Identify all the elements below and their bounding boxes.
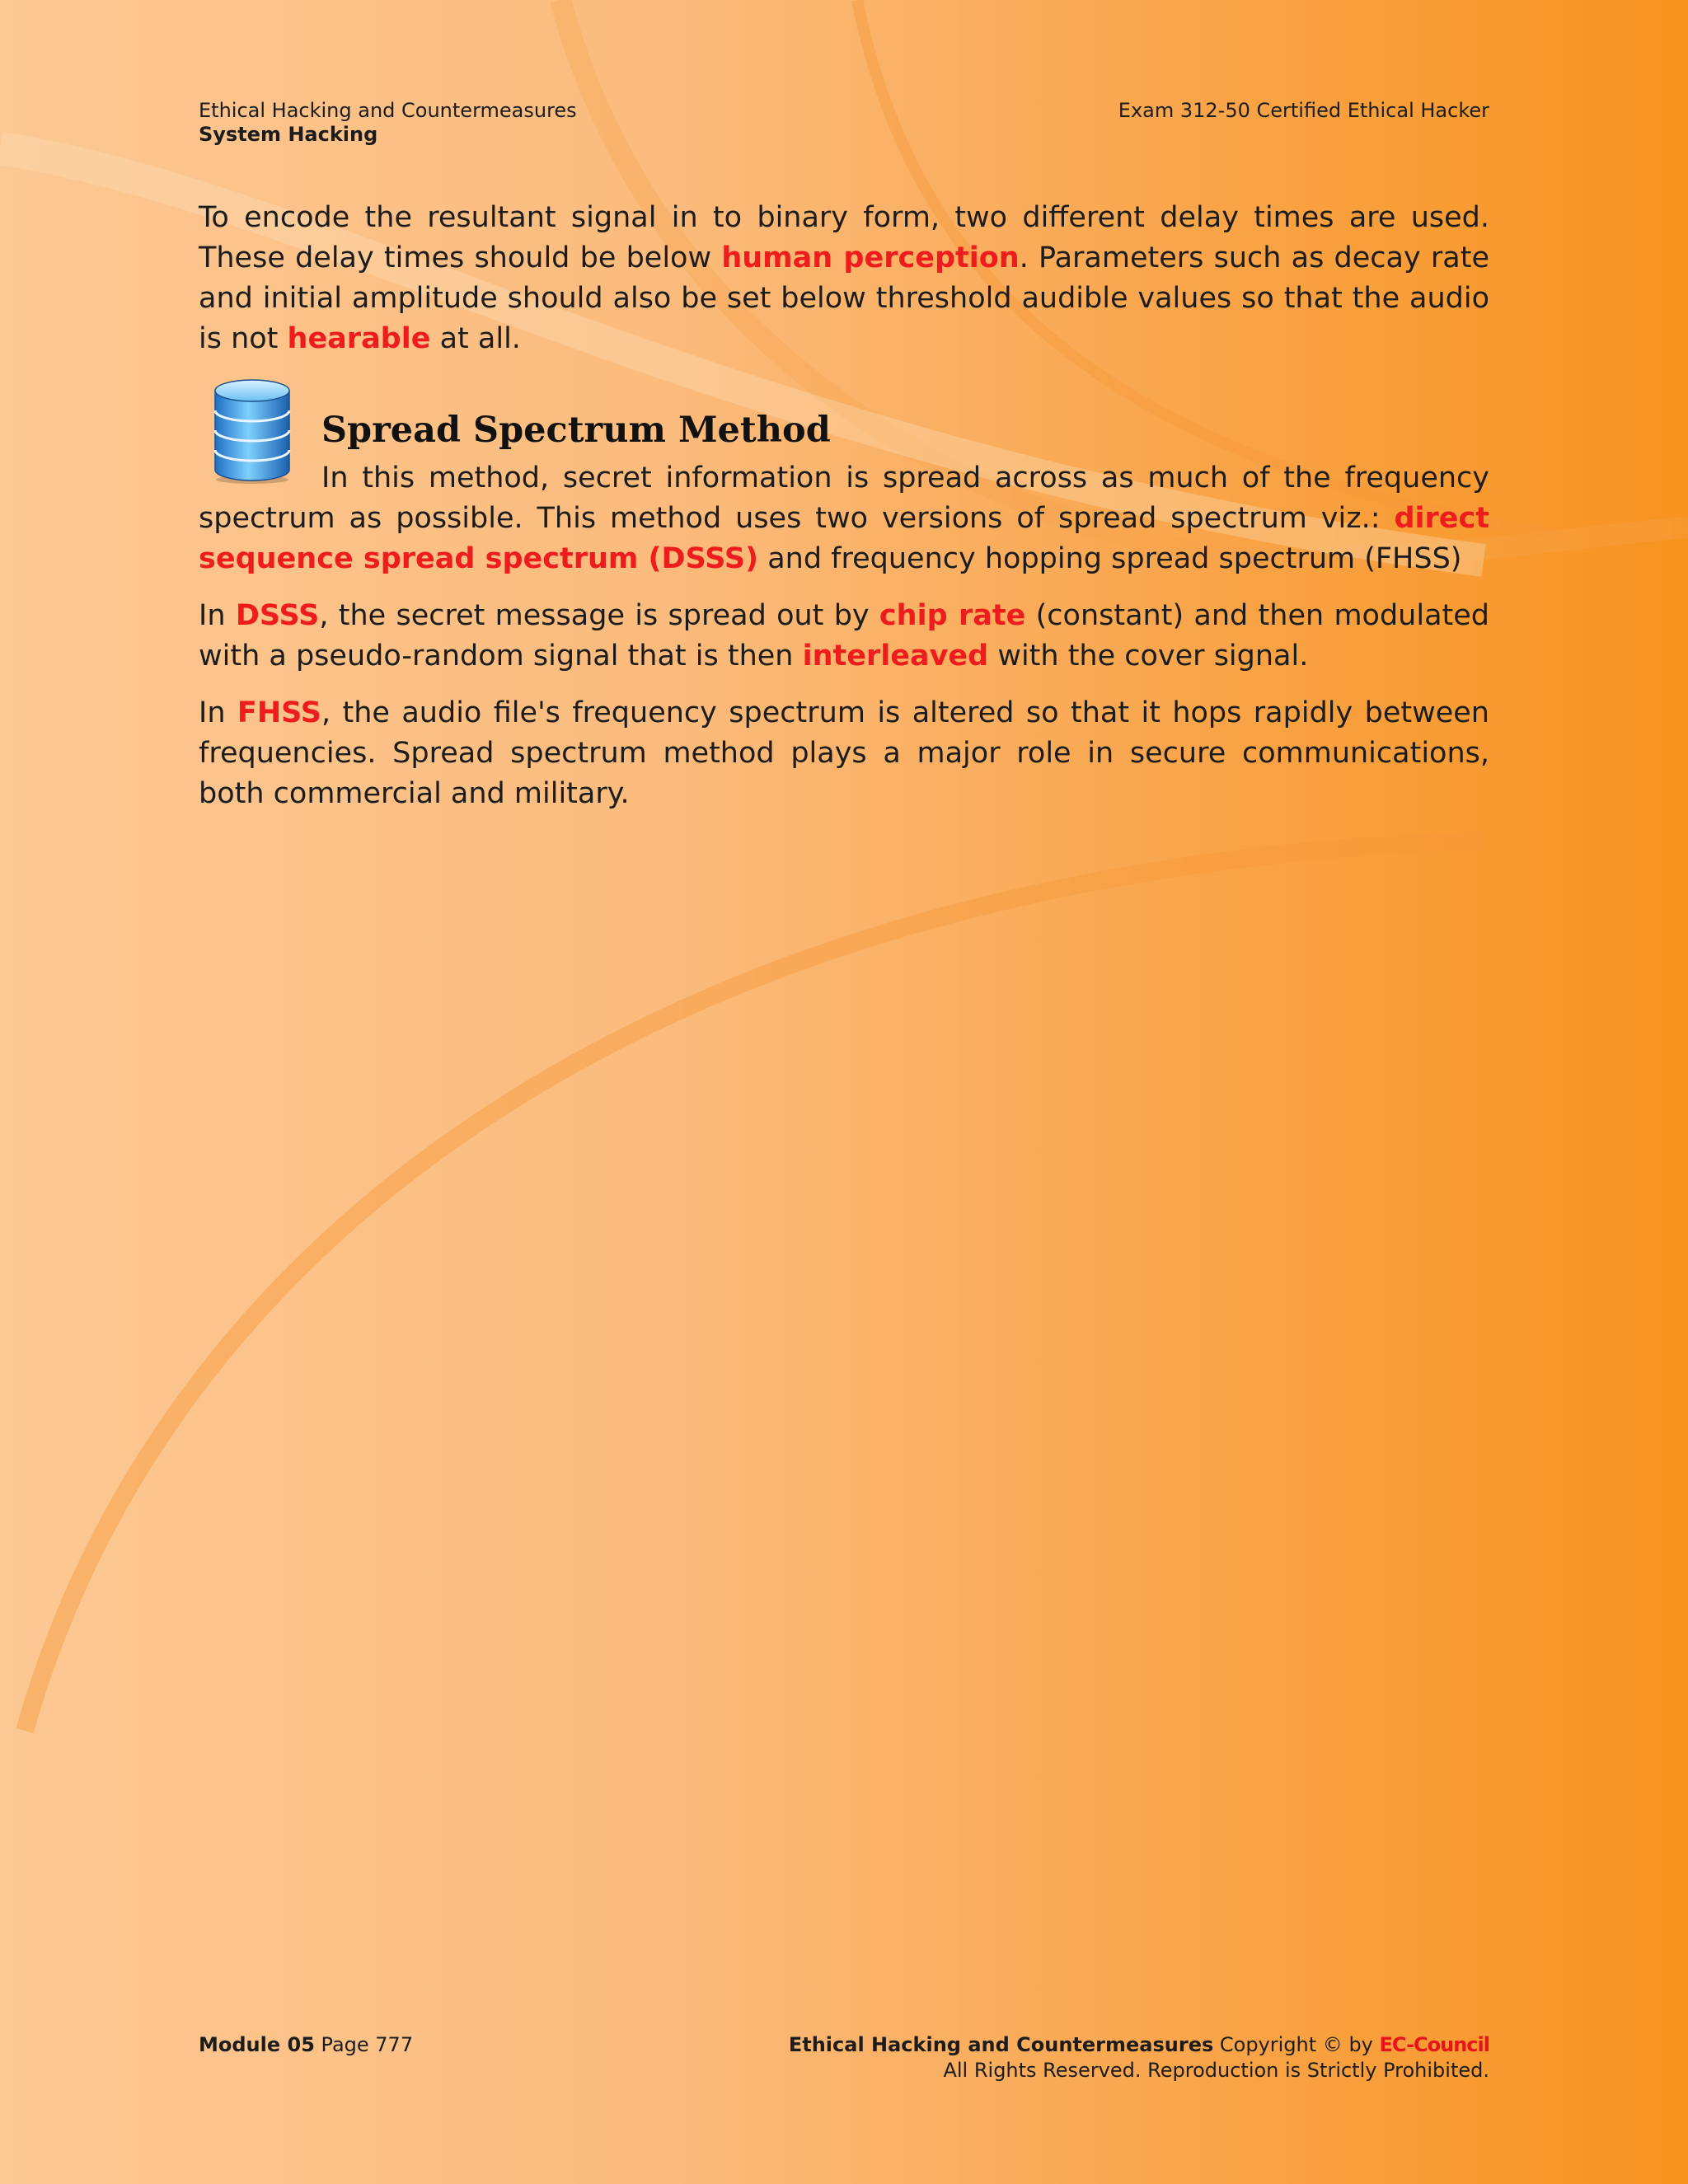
- footer-page-number: Page 777: [321, 2033, 414, 2056]
- intro-highlight-1: human perception: [721, 241, 1020, 274]
- intro-text-2: . Parameters such as decay rate and initial amplitude should also be set below threshold audible values so that the audio is not: [199, 241, 1490, 355]
- header-module-name: System Hacking: [199, 123, 378, 146]
- p2-text-4: with the cover signal.: [988, 640, 1309, 673]
- p1-text-2: and frequency hopping spread spectrum (FHSS): [758, 542, 1462, 575]
- spread-spectrum-section: [199, 377, 1489, 814]
- section-title: Spread Spectrum Method: [321, 410, 831, 451]
- footer-module: Module 05: [199, 2033, 315, 2056]
- header-left: [199, 99, 577, 147]
- p2-text-3: (constant) and then modulated with a pseudo-random signal that is then: [199, 599, 1490, 673]
- p1-highlight-dsss: direct sequence spread spectrum (DSSS): [199, 502, 1489, 575]
- intro-text-1: To encode the resultant signal in to binary form, two different delay times are used. These delay times should be below: [199, 201, 1489, 274]
- footer-course-name: Ethical Hacking and Countermeasures: [788, 2033, 1214, 2056]
- p3-text-2: , the audio file's frequency spectrum is altered so that it hops rapidly between frequencies. Spread spectrum method plays a major role in secure communications, both commercial and military.: [199, 696, 1489, 810]
- intro-highlight-2: hearable: [287, 322, 431, 355]
- section-body: [199, 458, 1489, 814]
- footer-copyright-text: Copyright © by: [1213, 2033, 1380, 2056]
- p2-highlight-interleaved: interleaved: [802, 640, 989, 673]
- p2-text-2: , the secret message is spread out by: [319, 599, 879, 632]
- section-paragraph-1: [199, 458, 1489, 579]
- footer-page-info: [199, 2032, 413, 2058]
- p2-text-1: In: [199, 599, 236, 632]
- footer-rights: All Rights Reserved. Reproduction is Strictly Prohibited.: [943, 2059, 1489, 2082]
- intro-paragraph: [199, 198, 1489, 359]
- header-exam-title: Exam 312-50 Certified Ethical Hacker: [1118, 99, 1489, 122]
- intro-text-3: at all.: [430, 322, 521, 355]
- ec-council-logo: EC-Council: [1379, 2033, 1489, 2056]
- p1-text-1: In this method, secret information is spread across as much of the frequency spectrum as possible. This method uses two versions of spread spectrum viz.:: [199, 462, 1489, 535]
- database-icon: [211, 377, 293, 485]
- header-course-title: Ethical Hacking and Countermeasures: [199, 99, 577, 122]
- p3-text-1: In: [199, 696, 237, 729]
- p2-highlight-dsss: DSSS: [235, 599, 320, 632]
- p3-highlight-fhss: FHSS: [237, 696, 321, 729]
- p2-highlight-chip-rate: chip rate: [879, 599, 1026, 632]
- main-content: [199, 198, 1489, 831]
- section-paragraph-3: [199, 693, 1489, 814]
- footer-copyright: [789, 2032, 1489, 2083]
- section-paragraph-2: [199, 596, 1489, 677]
